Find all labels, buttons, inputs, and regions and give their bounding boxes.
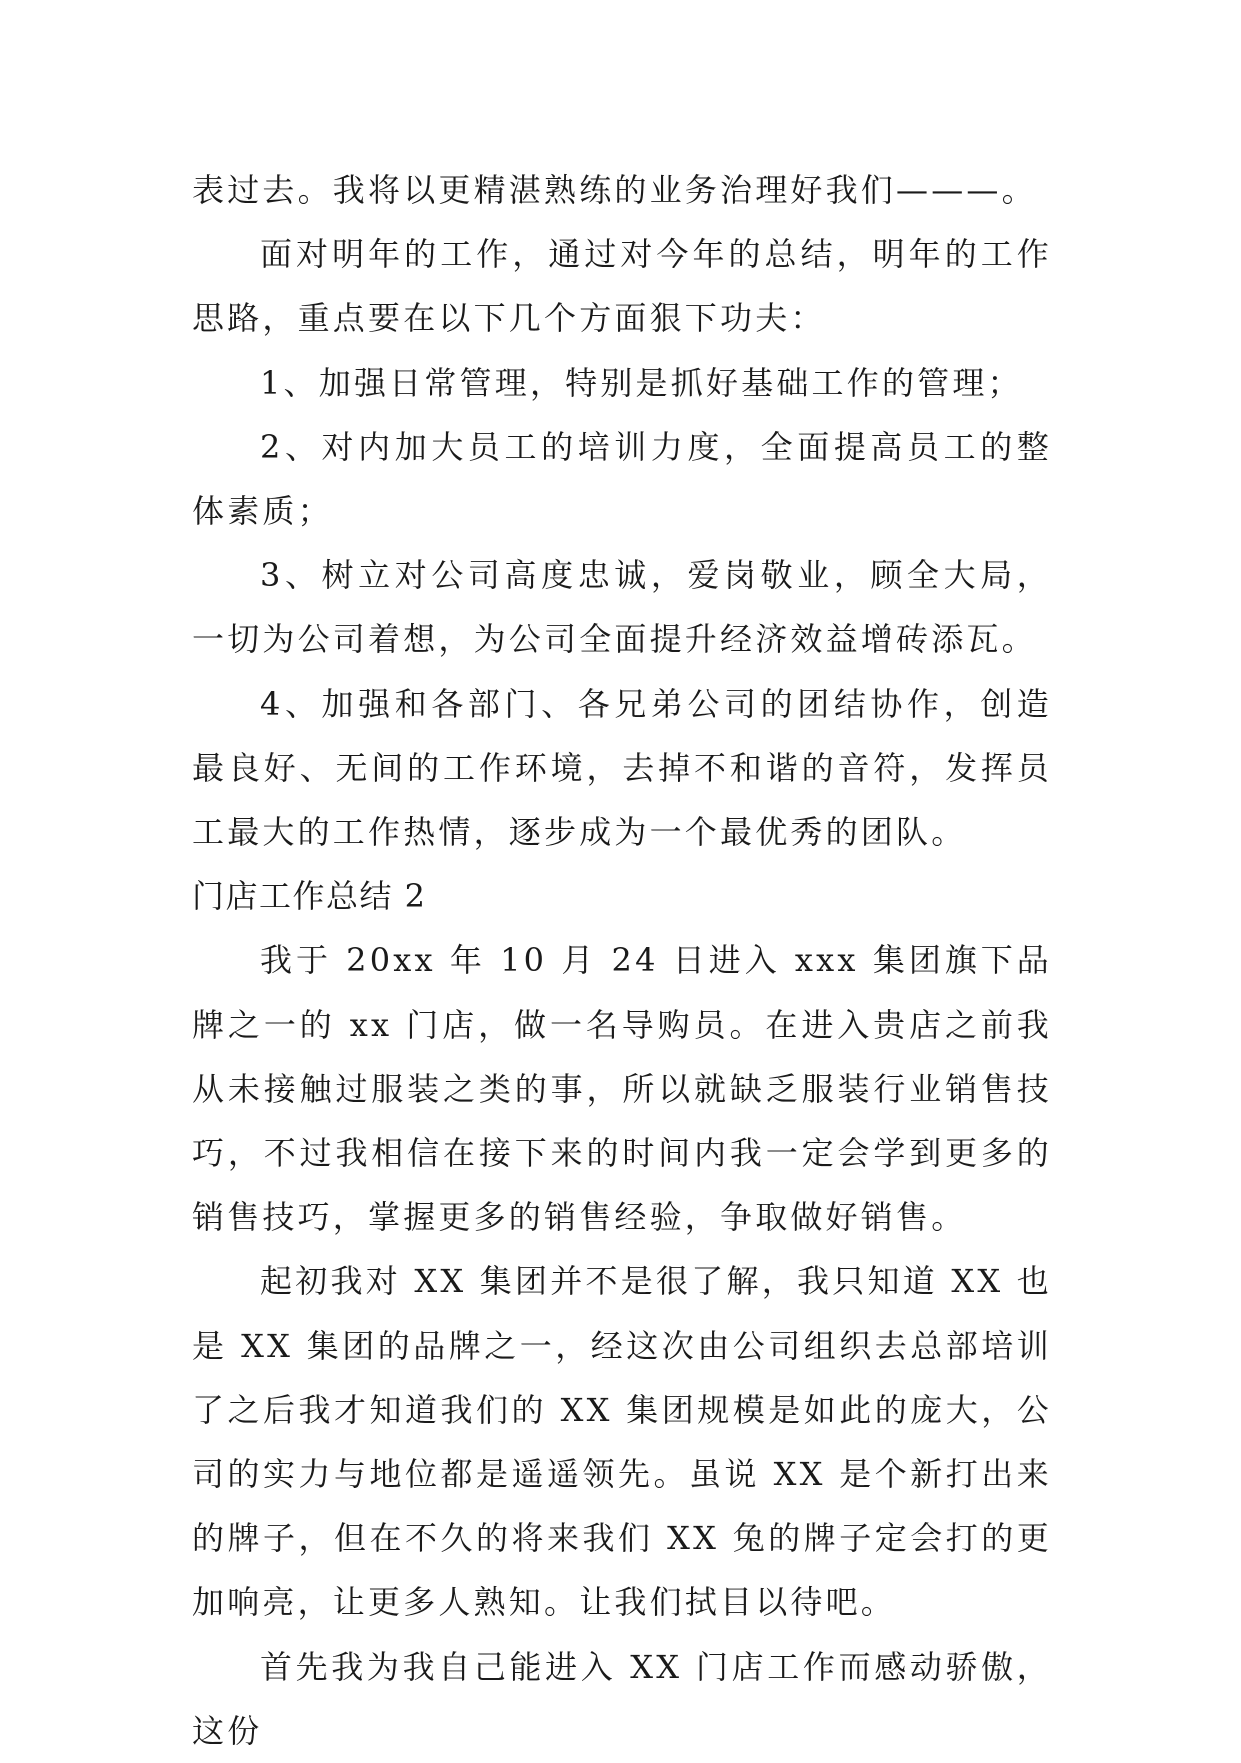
list-item-3: 3、树立对公司高度忠诚，爱岗敬业，顾全大局，一切为公司着想，为公司全面提升经济效益增砖添瓦。 — [192, 556, 1052, 659]
paragraph-joining-store: 我于 20xx 年 10 月 24 日进入 xxx 集团旗下品牌之一的 xx 门店，做一名导购员。在进入贵店之前我从未接触过服装之类的事，所以就缺乏服装行业销售技巧，不过我相信在接下来的时间内我一定会学到更多的销售技巧，掌握更多的销售经验，争取做好销售。 — [192, 941, 1052, 1237]
paragraph-proud: 首先我为我自己能进入 XX 门店工作而感动骄傲，这份 — [192, 1647, 1052, 1750]
list-item-2: 2、对内加大员工的培训力度，全面提高员工的整体素质； — [192, 427, 1052, 531]
paragraph-next-year-plan: 面对明年的工作，通过对今年的总结，明年的工作思路，重点要在以下几个方面狠下功夫： — [192, 235, 1052, 338]
list-item-4: 4、加强和各部门、各兄弟公司的团结协作，创造最良好、无间的工作环境，去掉不和谐的音符，发挥员工最大的工作热情，逐步成为一个最优秀的团队。 — [192, 684, 1052, 852]
section-heading: 门店工作总结 2 — [192, 877, 427, 916]
document-body — [192, 158, 1052, 1763]
paragraph-continuation: 表过去。我将以更精湛熟练的业务治理好我们———。 — [192, 171, 1037, 209]
list-item-1: 1、加强日常管理，特别是抓好基础工作的管理； — [260, 363, 1023, 402]
paragraph-about-group: 起初我对 XX 集团并不是很了解，我只知道 XX 也是 XX 集团的品牌之一，经这次由公司组织去总部培训了之后我才知道我们的 XX 集团规模是如此的庞大，公司的实力与地位都是遥遥领先。虽说 XX 是个新打出来的牌子，但在不久的将来我们 XX 兔的牌子定会打的更加响亮，让更多人熟知。让我们拭目以待吧。 — [192, 1262, 1052, 1622]
